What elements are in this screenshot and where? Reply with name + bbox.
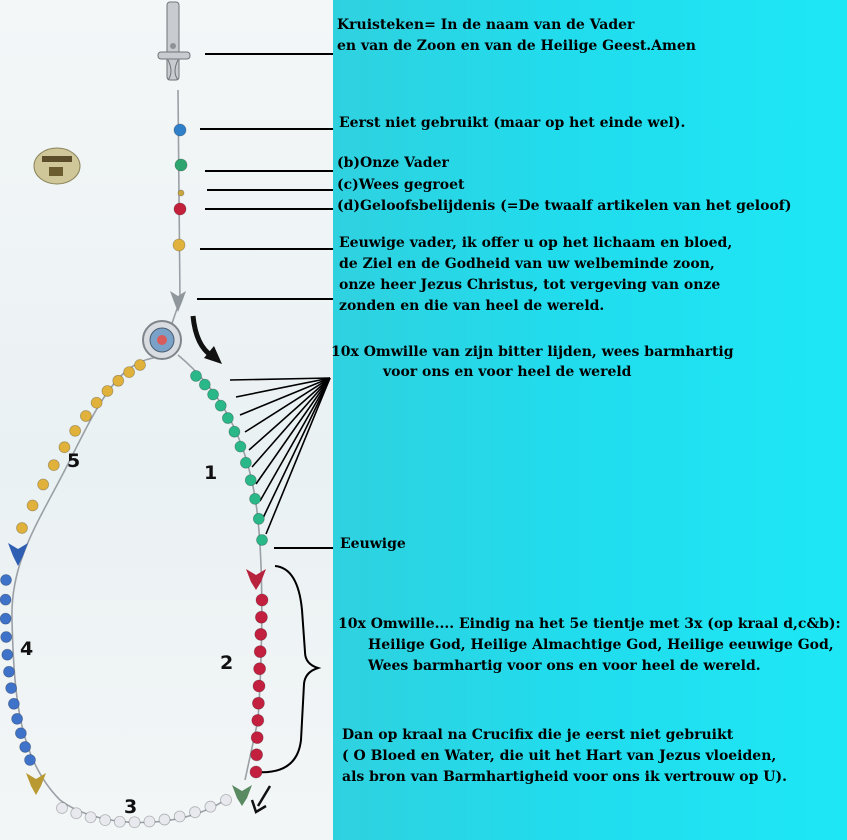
decade-number-4: 4: [20, 638, 34, 660]
crucifix-icon: [158, 2, 190, 80]
eternal-father-line-3: onze heer Jezus Christus, tot vergeving van onze: [339, 277, 721, 293]
decade-4-bead: [25, 755, 36, 766]
dove-icon-green: [232, 785, 252, 806]
decade-1-bead: [199, 379, 210, 390]
decade-3-bead: [159, 814, 170, 825]
medal-icon: [143, 321, 181, 359]
arrow-icon-bottom: [252, 786, 270, 812]
bead-d-text: (d)Geloofsbelijdenis (=De twaalf artikelen van het geloof): [337, 198, 792, 214]
pointer-lines: [197, 54, 333, 548]
decade-1-bead: [257, 535, 268, 546]
decade-4-bead: [3, 666, 14, 677]
sign-of-cross-line-1: Kruisteken= In de naam van de Vader: [337, 17, 635, 33]
decade-4-bead: [0, 594, 11, 605]
arrow-icon: [193, 316, 222, 364]
decade-2-bead: [251, 749, 263, 761]
decade-2-bead: [254, 663, 266, 675]
decade-2-bead: [253, 680, 265, 692]
decade-5-bead: [102, 386, 113, 397]
decade-4-bead: [15, 728, 26, 739]
eeuwige-text: Eeuwige: [340, 536, 406, 552]
decade-2-bead: [252, 697, 264, 709]
decade-5-bead: [135, 360, 146, 371]
decade-3-bead: [205, 801, 216, 812]
decade-5-bead: [27, 500, 38, 511]
dove-icon-red: [246, 569, 266, 590]
closing-line-1: 10x Omwille.... Eindig na het 5e tientje met 3x (op kraal d,c&b):: [338, 616, 841, 632]
decade-4-bead: [20, 741, 31, 752]
decade-4-bead: [6, 683, 17, 694]
decade-3-bead: [57, 803, 68, 814]
stem-bead: [178, 190, 184, 196]
decade-2-bead: [252, 714, 264, 726]
decade-1-bead: [222, 413, 233, 424]
final-line-3: als bron van Barmhartigheid voor ons ik vertrouw op U).: [342, 769, 787, 785]
decade-5-bead: [91, 397, 102, 408]
decade-5-bead: [80, 411, 91, 422]
eternal-father-line-1: Eeuwige vader, ik offer u op het lichaam en bloed,: [339, 235, 733, 251]
decade-2-bead: [254, 646, 266, 658]
decade-5-bead: [38, 479, 49, 490]
eternal-father-line-4: zonden en die van heel de wereld.: [339, 298, 605, 314]
decade-2-bead: [251, 732, 263, 744]
decade-2-bead: [255, 611, 267, 623]
stem-bead: [173, 239, 185, 251]
decade-1-bead: [235, 441, 246, 452]
stem-bead: [175, 159, 187, 171]
dove-icon: [170, 291, 186, 312]
decade-prayer-line-1: 10x Omwille van zijn bitter lijden, wees barmhartig: [331, 344, 734, 360]
medal-icon-small: [34, 148, 80, 184]
decade-5-bead: [113, 375, 124, 386]
decade-prayer-line-2: voor ons en voor heel de wereld: [383, 364, 632, 380]
decade-3-bead: [129, 817, 140, 828]
bead-b-text: (b)Onze Vader: [337, 155, 449, 171]
decade-1-bead: [229, 426, 240, 437]
decade-4-bead: [8, 698, 19, 709]
stem-bead: [174, 203, 186, 215]
dove-icon-yellow: [26, 773, 46, 795]
rosary-chain: [12, 90, 262, 823]
decade-1-bead: [245, 475, 256, 486]
decade-2-bead: [256, 594, 268, 606]
stem-bead: [174, 124, 186, 136]
decade-4-bead: [2, 649, 13, 660]
decade-4-bead: [1, 632, 12, 643]
decade-5-bead: [17, 523, 28, 534]
sign-of-cross-line-2: en van de Zoon en van de Heilige Geest.Amen: [337, 38, 696, 54]
decade-4-bead: [1, 575, 12, 586]
first-unused-text: Eerst niet gebruikt (maar op het einde wel).: [339, 115, 686, 131]
closing-line-2: Heilige God, Heilige Almachtige God, Heilige eeuwige God,: [368, 637, 834, 653]
decade-4-bead: [0, 613, 11, 624]
final-line-2: ( O Bloed en Water, die uit het Hart van Jezus vloeiden,: [342, 748, 777, 764]
decade-3-bead: [174, 811, 185, 822]
decade-1-bead: [191, 371, 202, 382]
decade-5-bead: [124, 367, 135, 378]
decade-1-bead: [250, 493, 261, 504]
decade-5-bead: [70, 425, 81, 436]
rosary-beads: [0, 124, 268, 828]
decade-2-bead: [255, 628, 267, 640]
decade-number-1: 1: [204, 462, 218, 484]
final-line-1: Dan op kraal na Crucifix die je eerst niet gebruikt: [342, 727, 734, 743]
eternal-father-line-2: de Ziel en de Godheid van uw welbeminde zoon,: [339, 256, 715, 272]
decade-1-bead: [240, 457, 251, 468]
decade-number-3: 3: [124, 796, 138, 818]
bead-c-text: (c)Wees gegroet: [337, 177, 465, 193]
decade-3-bead: [71, 808, 82, 819]
decade-3-bead: [85, 812, 96, 823]
decade-3-bead: [189, 807, 200, 818]
decade-5-bead: [48, 460, 59, 471]
decade-3-bead: [100, 815, 111, 826]
decade-number-5: 5: [67, 450, 81, 472]
decade-2-bead: [250, 766, 262, 778]
decade-1-bead: [208, 389, 219, 400]
decade-number-2: 2: [220, 652, 234, 674]
decade-1-bead: [215, 400, 226, 411]
dove-icon-blue: [8, 543, 28, 566]
decade-3-bead: [144, 816, 155, 827]
closing-line-3: Wees barmhartig voor ons en voor heel de wereld.: [368, 658, 761, 674]
decade-1-bead: [253, 513, 264, 524]
decade-3-bead: [221, 795, 232, 806]
decade-4-bead: [12, 713, 23, 724]
